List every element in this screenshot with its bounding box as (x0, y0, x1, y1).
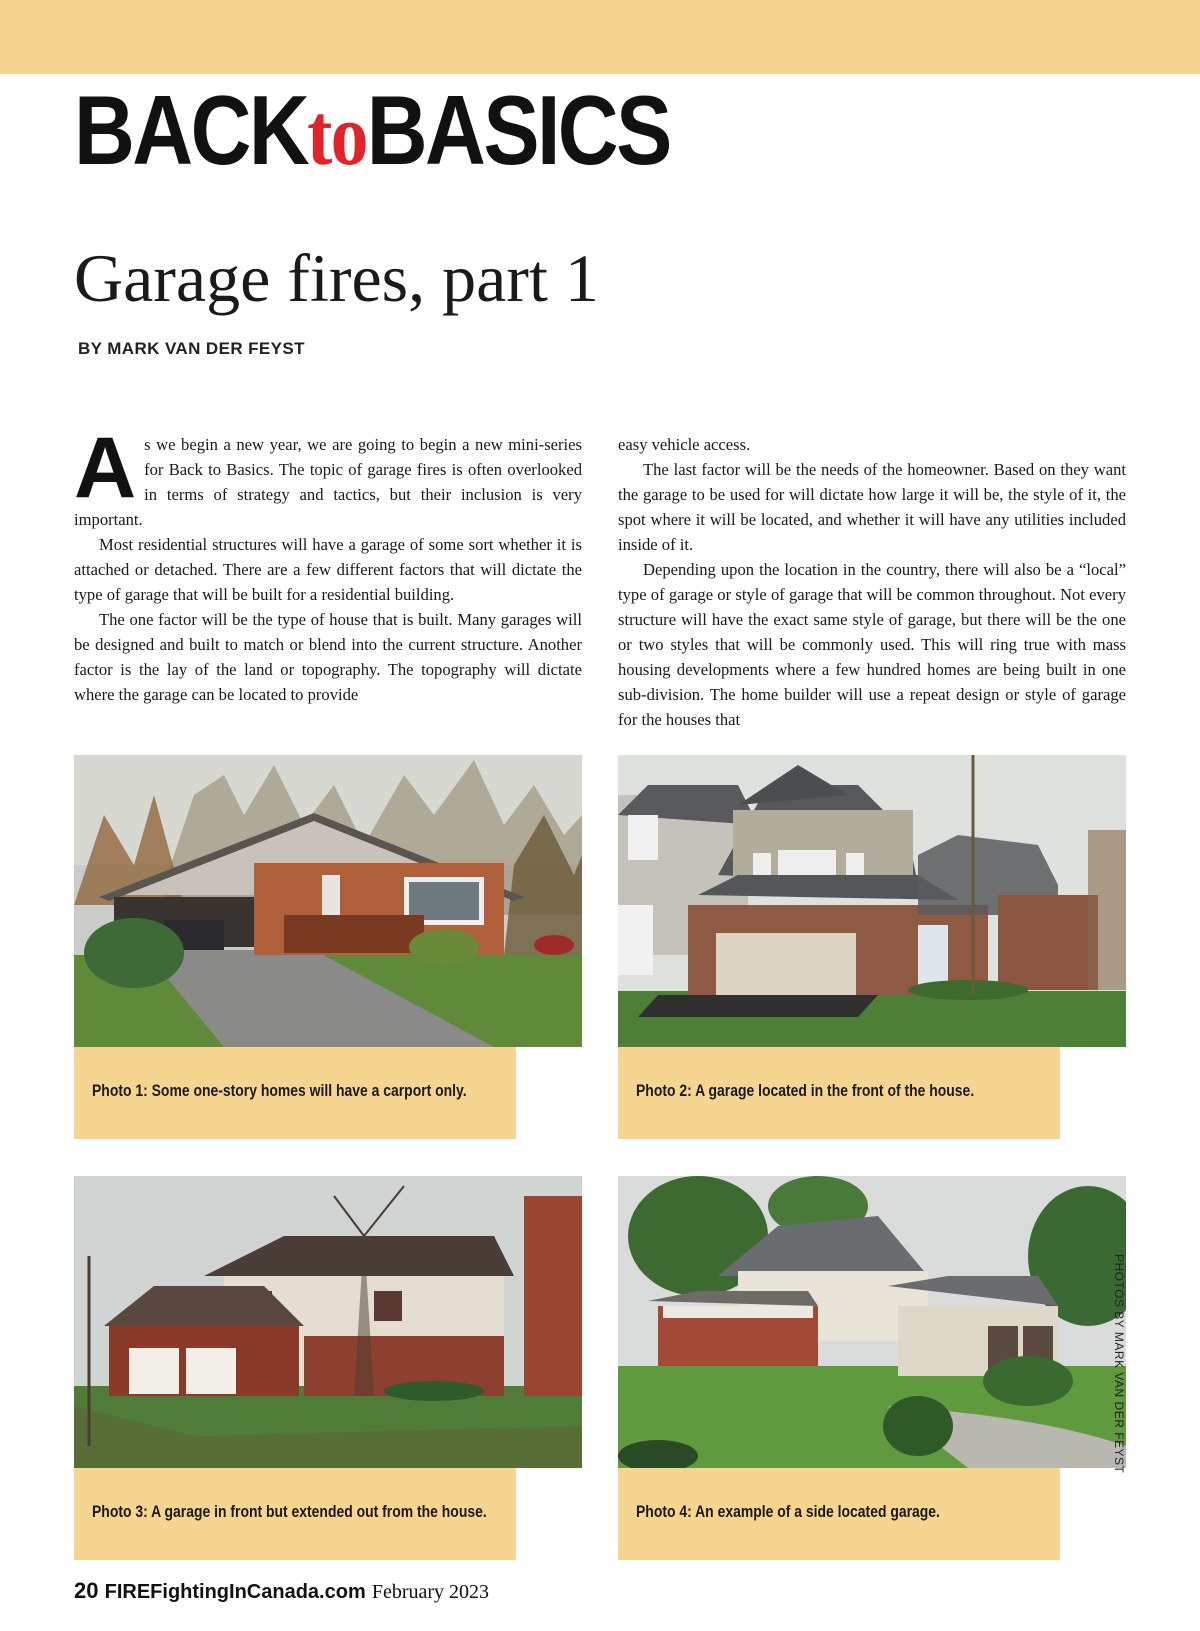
article-column-2 (618, 432, 1126, 732)
caption-text: Photo 3: A garage in front but extended out from the house. (92, 1502, 487, 1521)
publication-site: FIREFightingInCanada.com (104, 1581, 366, 1603)
masthead-back: BACK (74, 75, 308, 185)
issue-date: February 2023 (371, 1581, 490, 1603)
caption-photo-1 (74, 1047, 516, 1139)
caption-photo-4 (618, 1468, 1060, 1560)
article-column-1 (74, 420, 582, 707)
photo-3 (74, 1176, 582, 1468)
page-footer (74, 1578, 489, 1604)
caption-photo-2 (618, 1047, 1060, 1139)
caption-photo-3 (74, 1468, 516, 1560)
photo-4 (618, 1176, 1126, 1468)
caption-text: Photo 2: A garage located in the front of the house. (636, 1081, 975, 1100)
drop-cap: A (74, 420, 137, 516)
photo-credit: PHOTOS BY MARK VAN DER FEYST (1112, 1254, 1126, 1474)
paragraph: Most residential structures will have a garage of some sort whether it is attached or detached. There are a few different factors that will dictate the type of garage that will be built for a residential building. (74, 535, 582, 604)
paragraph: s we begin a new year, we are going to begin a new mini-series for Back to Basics. The topic of garage fires is often overlooked in terms of strategy and tactics, but their inclusion is very important. (74, 435, 582, 529)
section-masthead (74, 75, 670, 185)
photo-1 (74, 755, 582, 1047)
caption-text: Photo 4: An example of a side located garage. (636, 1502, 940, 1521)
page-number: 20 (74, 1578, 99, 1603)
paragraph: Depending upon the location in the country, there will also be a “local” type of garage or style of garage that will be common throughout. Not every structure will have the exact same style of garage, but there will be the one or two styles that will be commonly used. This will ring true with mass housing developments where a few hundred homes are being built in one sub-division. The home builder will use a repeat design or style of garage for the houses that (618, 560, 1126, 729)
caption-text: Photo 1: Some one-story homes will have a carport only. (92, 1081, 467, 1100)
paragraph: easy vehicle access. (618, 435, 751, 454)
article-title: Garage fires, part 1 (74, 240, 599, 316)
paragraph: The one factor will be the type of house that is built. Many garages will be designed and built to match or blend into the current structure. Another factor is the lay of the land or topography. The topography will dictate where the garage can be located to provide (74, 610, 582, 704)
paragraph: The last factor will be the needs of the homeowner. Based on they want the garage to be used for will dictate how large it will be, the style of it, the spot where it will be located, and whether it will have any utilities included inside of it. (618, 460, 1126, 554)
photo-2 (618, 755, 1126, 1047)
top-accent-band (0, 0, 1200, 74)
masthead-to: to (307, 87, 367, 184)
masthead-basics: BASICS (366, 75, 670, 185)
article-byline: BY MARK VAN DER FEYST (78, 339, 305, 358)
